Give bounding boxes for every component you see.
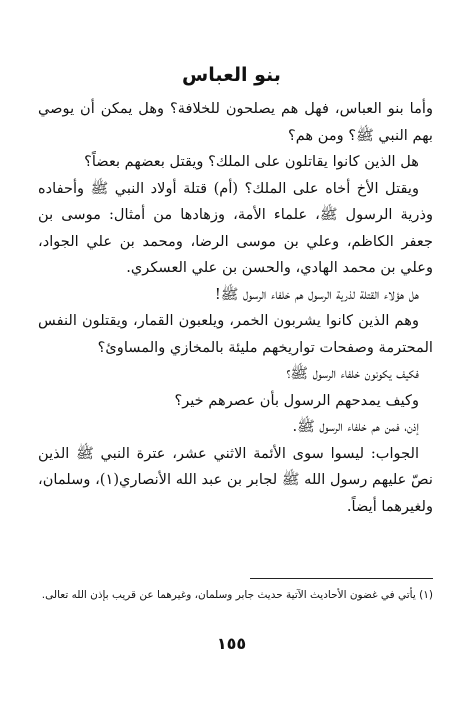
paragraph: وكيف يمدحهم الرسول بأن عصرهم خير؟ [174,391,419,409]
paragraph: هل الذين كانوا يقاتلون على الملك؟ ويقتل بعضهم بعضاً؟ [84,153,419,170]
footnote-divider [250,578,433,579]
paragraph: وهم الذين كانوا يشربون الخمر، ويلعبون القمار، ويقتلون النفس المحترمة وصفحات تواريخهم مليئة بالمخازي والمساوئ؟ [38,312,433,356]
footnote: (١) يأتي في غضون الأحاديث الآتية حديث جابر وسلمان، وغيرهما عن قريب بإذن الله تعالى. [41,589,433,601]
paragraph: هل هؤلاء القتلة لذرية الرسول هم خلفاء الرسول ﷺ! [214,285,419,303]
paragraph: ويقتل الأخ أخاه على الملك؟ (أم) قتلة أولاد النبي ﷺ وأحفاده وذرية الرسول ﷺ، علماء الأمة، وزهادها من أمثال: موسى بن جعفر الكاظم، وعلي بن موسى الرضا، ومحمد بن علي الجواد، وعلي بن محمد الهادي، والحسن بن علي العسكري. [38,179,433,276]
section-heading: بنو العباس [182,64,281,86]
paragraph: وأما بنو العباس، فهل هم يصلحون للخلافة؟ وهل يمكن أن يوصي بهم النبي ﷺ؟ ومن هم؟ [38,100,433,144]
paragraph: فكيف يكونون خلفاء الرسول ﷺ؟ [286,365,419,382]
body-text [38,96,433,520]
page-number: ١٥٥ [216,634,247,653]
paragraph: إذن، فمن هم خلفاء الرسول ﷺ. [292,418,419,435]
paragraph: الجواب: ليسوا سوى الأئمة الاثني عشر، عترة النبي ﷺ الذين نصّ عليهم رسول الله ﷺ لجابر بن عبد الله الأنصاري(١)، وسلمان، ولغيرهما أيضاً. [38,444,433,515]
